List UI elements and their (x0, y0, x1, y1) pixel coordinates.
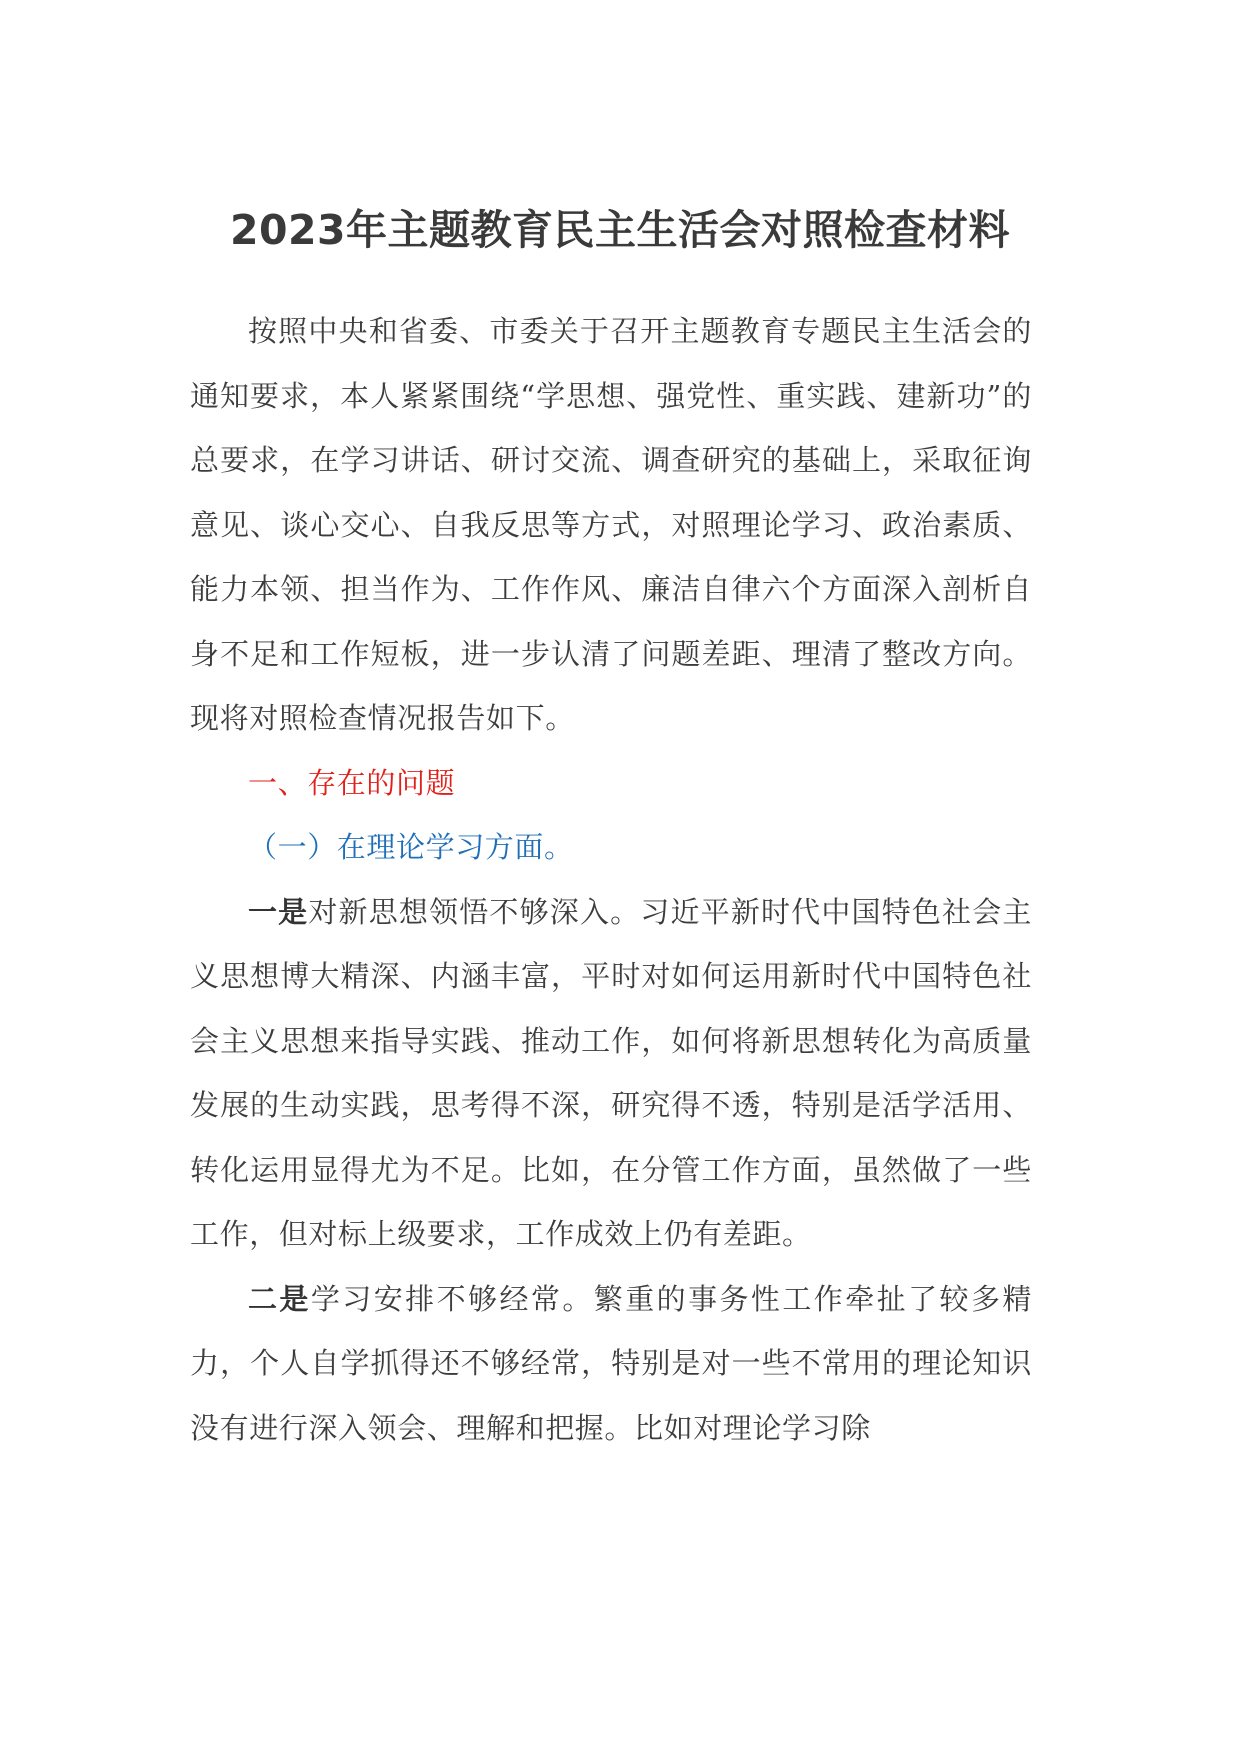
point-1-lead: 一是 (248, 894, 309, 929)
point-2-paragraph (190, 1267, 1032, 1461)
point-1-paragraph (190, 880, 1032, 1267)
point-1-text: 对新思想领悟不够深入。习近平新时代中国特色社会主义思想博大精深、内涵丰富，平时对如何运用新时代中国特色社会主义思想来指导实践、推动工作，如何将新思想转化为高质量发展的生动实践，思考得不深，研究得不透，特别是活学活用、转化运用显得尤为不足。比如，在分管工作方面，虽然做了一些工作，但对标上级要求，工作成效上仍有差距。 (190, 894, 1032, 1251)
intro-paragraph: 按照中央和省委、市委关于召开主题教育专题民主生活会的通知要求，本人紧紧围绕“学思想、强党性、重实践、建新功”的总要求，在学习讲话、研讨交流、调查研究的基础上，采取征询意见、谈心交心、自我反思等方式，对照理论学习、政治素质、能力本领、担当作为、工作作风、廉洁自律六个方面深入剖析自身不足和工作短板，进一步认清了问题差距、理清了整改方向。现将对照检查情况报告如下。 (190, 314, 1032, 735)
section-heading-problems: 一、存在的问题 (248, 765, 456, 800)
subsection-heading-theory-study: （一）在理论学习方面。 (248, 830, 574, 864)
document-title: 2023年主题教育民主生活会对照检查材料 (229, 206, 1011, 254)
point-2-lead: 二是 (248, 1281, 311, 1316)
document-body (190, 299, 1032, 1460)
point-2-text: 学习安排不够经常。繁重的事务性工作牵扯了较多精力，个人自学抓得还不够经常，特别是对一些不常用的理论知识没有进行深入领会、理解和把握。比如对理论学习除 (190, 1281, 1032, 1445)
